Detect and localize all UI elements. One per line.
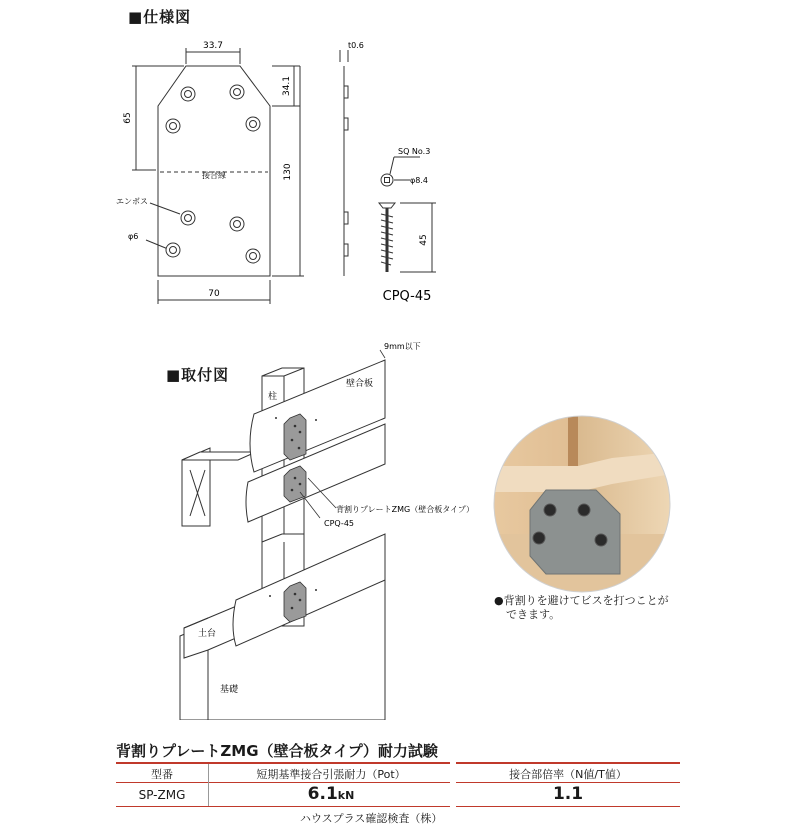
installation-photo <box>492 414 672 594</box>
table-rule-bottom-left <box>116 806 450 807</box>
screw-head-label: φ8.4 <box>410 176 428 185</box>
table-rule-top-left <box>116 762 450 764</box>
header-tensile: 短期基準接合引張耐力（Pot） <box>256 768 406 781</box>
screw-head-top <box>381 174 393 186</box>
pillar-label: 柱 <box>268 392 278 402</box>
spec-section-title: ■仕様図 <box>128 8 192 26</box>
dim-left-label: 65 <box>123 112 133 124</box>
gap-leader <box>380 350 385 358</box>
install-section-title: ■取付図 <box>166 366 230 384</box>
joint-line-label: 接合線 <box>202 171 226 180</box>
dim-chamfer-label: 34.1 <box>282 75 292 97</box>
table-col-divider <box>208 764 209 806</box>
table-rule-top-right <box>456 762 680 764</box>
thickness-label: t0.6 <box>348 41 364 50</box>
tensile-unit: kN <box>337 789 355 802</box>
cell-ratio: 1.1 <box>552 784 584 804</box>
dim-top-label: 33.7 <box>202 41 224 51</box>
photo-plate <box>530 490 620 574</box>
install-drawing <box>0 336 500 720</box>
photo-caption-line1: ●背割りを避けてビスを打つことが <box>494 594 669 607</box>
cell-model: SP-ZMG <box>138 788 186 802</box>
dim-height-label: 130 <box>283 163 293 181</box>
photo-caption <box>494 594 669 622</box>
screw-length-label: 45 <box>419 234 429 246</box>
foundation-label: 基礎 <box>220 685 239 695</box>
plate-side-profile <box>340 50 348 276</box>
screw-callout: CPQ-45 <box>324 519 354 528</box>
plate-spec-drawing <box>0 0 800 320</box>
header-ratio: 接合部倍率（N値/T値） <box>509 768 627 781</box>
table-rule-mid-left <box>116 782 450 783</box>
gap-label: 9mm以下 <box>384 342 421 351</box>
table-rule-mid-right <box>456 782 680 783</box>
hole-dia-label: φ6 <box>128 232 139 241</box>
screw-model-label: CPQ-45 <box>382 289 432 304</box>
test-table-title: 背割りプレートZMG（壁合板タイプ）耐力試験 <box>116 742 438 760</box>
tensile-value: 6.1 <box>307 784 338 804</box>
photo-caption-line2: できます。 <box>506 608 561 621</box>
screw-sq-label: SQ No.3 <box>398 147 431 156</box>
dim-bottom-label: 70 <box>208 289 220 299</box>
plate-callout: 背割りプレートZMG（壁合板タイプ） <box>336 505 474 514</box>
table-footnote: ハウスプラス確認検査（株） <box>300 812 443 825</box>
emboss-label: エンボス <box>116 197 148 206</box>
screw-drawing <box>379 157 436 272</box>
wall-board-label: 壁合板 <box>346 379 374 389</box>
sill-label: 土台 <box>198 629 217 639</box>
screw-head-side <box>379 203 395 208</box>
header-model: 型番 <box>151 768 173 781</box>
table-rule-bottom-right <box>456 806 680 807</box>
cell-tensile <box>212 784 450 804</box>
